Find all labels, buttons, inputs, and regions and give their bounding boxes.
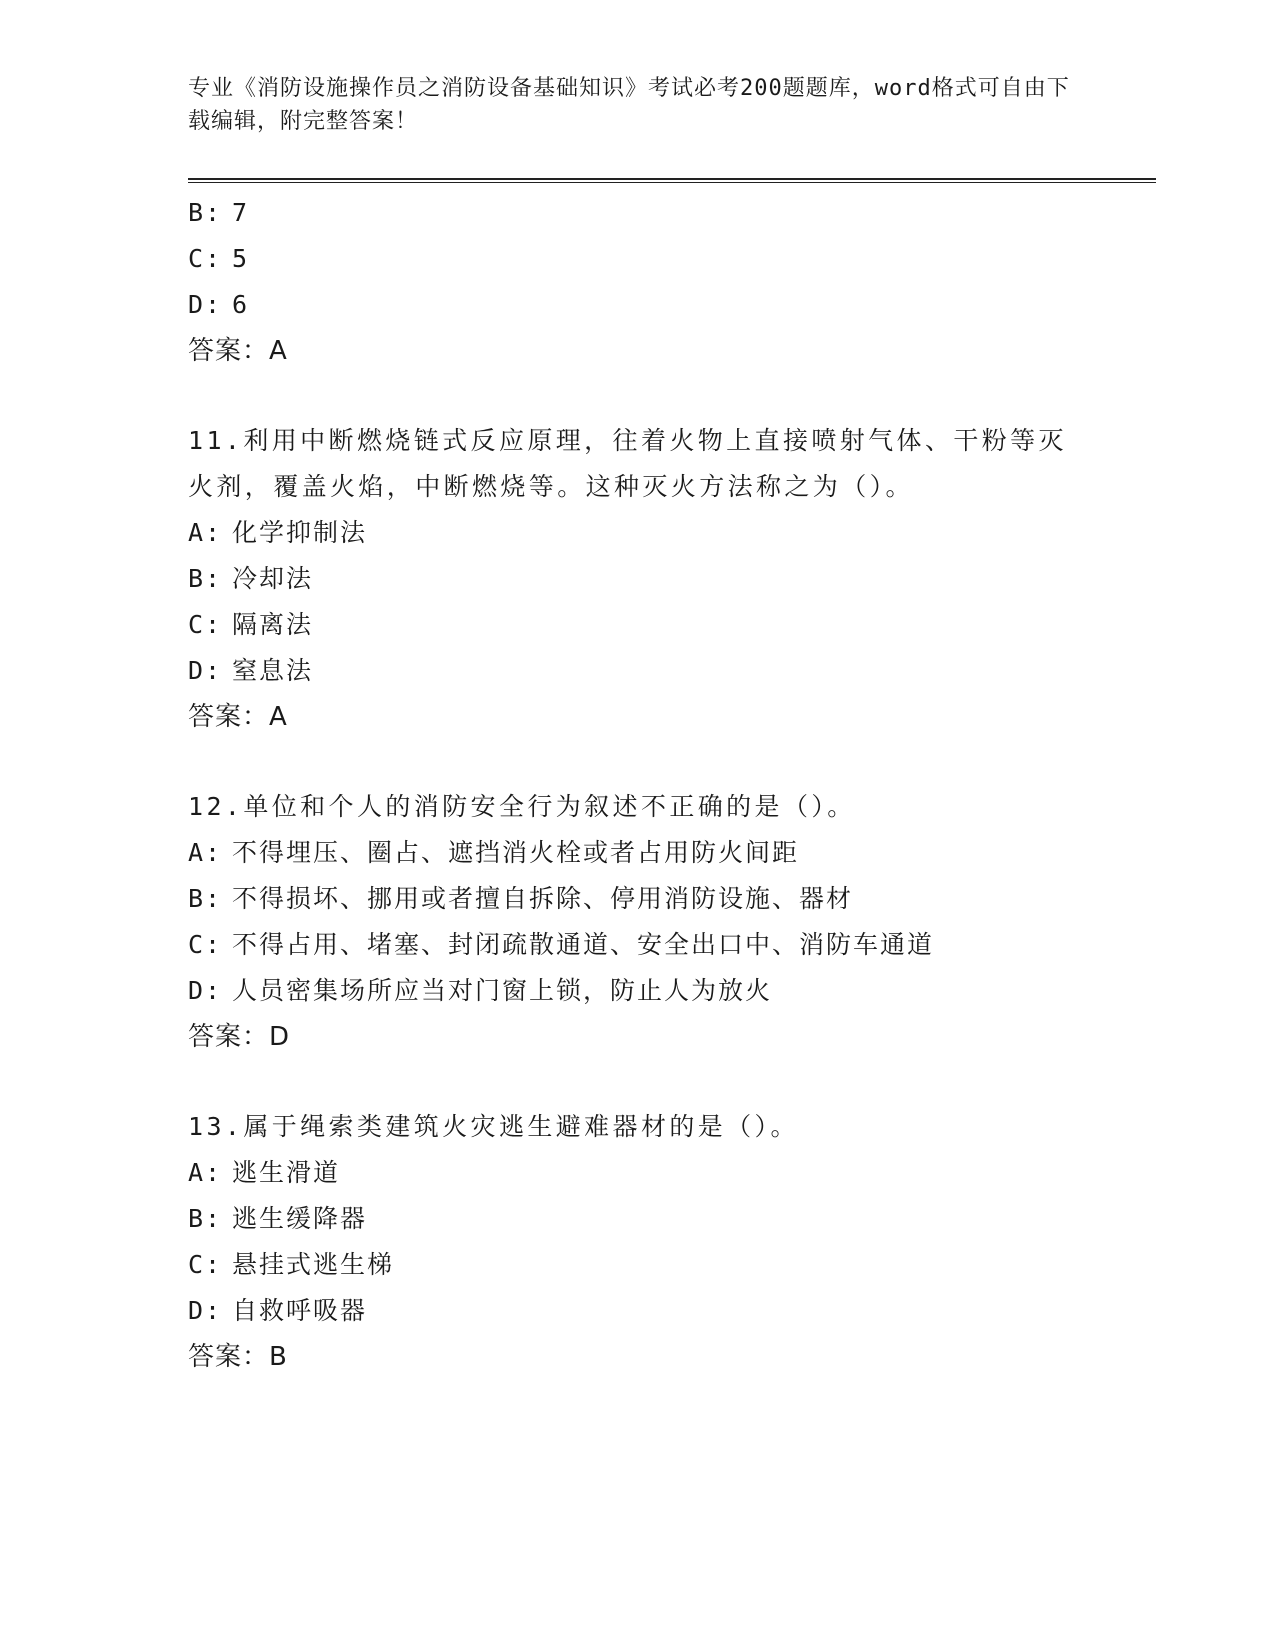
option-text: 不得埋压、圈占、遮挡消火栓或者占用防火间距 [232,838,800,867]
option-text: 5 [232,244,250,273]
option-text: 不得占用、堵塞、封闭疏散通道、安全出口中、消防车通道 [232,930,935,959]
option-text: 窒息法 [232,656,314,685]
option-row [188,282,1088,328]
question-block-continued [188,190,1088,374]
option-key: D: [188,976,223,1005]
option-key: B: [188,1204,223,1233]
option-key: C: [188,930,223,959]
option-key: C: [188,244,223,273]
option-key: A: [188,518,223,547]
option-key: B: [188,884,223,913]
option-row [188,556,1088,602]
answer-label: 答案： [188,1342,270,1372]
question-block-13 [188,1104,1088,1380]
option-row [188,876,1088,922]
option-text: 6 [232,290,250,319]
question-list [188,190,1088,1380]
answer-row [188,1014,1088,1060]
option-row [188,922,1088,968]
option-key: B: [188,564,223,593]
option-text: 7 [232,198,250,227]
question-stem: 12.单位和个人的消防安全行为叙述不正确的是（）。 [188,792,856,821]
answer-row [188,694,1088,740]
option-text: 悬挂式逃生梯 [232,1250,395,1279]
option-text: 自救呼吸器 [232,1296,368,1325]
document-title: 专业《消防设施操作员之消防设备基础知识》考试必考200题题库，word格式可自由下载编辑，附完整答案！ [188,76,1070,134]
answer-row [188,328,1088,374]
option-key: C: [188,610,223,639]
option-text: 不得损坏、挪用或者擅自拆除、停用消防设施、器材 [232,884,854,913]
option-row [188,648,1088,694]
option-key: B: [188,198,223,227]
option-text: 逃生缓降器 [232,1204,368,1233]
option-row [188,1196,1088,1242]
answer-value: D [269,1022,291,1052]
option-text: 化学抑制法 [232,518,368,547]
page-header [188,72,1088,138]
option-row [188,1150,1088,1196]
option-text: 隔离法 [232,610,314,639]
option-row [188,1288,1088,1334]
option-row [188,510,1088,556]
option-text: 冷却法 [232,564,314,593]
question-stem: 11.利用中断燃烧链式反应原理，往着火物上直接喷射气体、干粉等灭火剂，覆盖火焰，中断燃烧等。这种灭火方法称之为（）。 [188,426,1067,501]
option-key: A: [188,838,223,867]
question-stem: 13.属于绳索类建筑火灾逃生避难器材的是（）。 [188,1112,799,1141]
answer-value: A [269,336,288,366]
answer-label: 答案： [188,336,270,366]
question-block-12 [188,784,1088,1060]
answer-label: 答案： [188,702,270,732]
answer-row [188,1334,1088,1380]
option-row [188,602,1088,648]
answer-value: A [269,702,288,732]
option-key: A: [188,1158,223,1187]
option-row [188,830,1088,876]
option-row [188,236,1088,282]
option-row [188,1242,1088,1288]
option-row [188,968,1088,1014]
option-key: D: [188,1296,223,1325]
header-divider [188,178,1156,183]
option-key: D: [188,290,223,319]
option-text: 逃生滑道 [232,1158,341,1187]
option-text: 人员密集场所应当对门窗上锁，防止人为放火 [232,976,773,1005]
answer-label: 答案： [188,1022,270,1052]
option-key: D: [188,656,223,685]
option-key: C: [188,1250,223,1279]
answer-value: B [269,1342,288,1372]
question-block-11 [188,418,1088,740]
option-row [188,190,1088,236]
